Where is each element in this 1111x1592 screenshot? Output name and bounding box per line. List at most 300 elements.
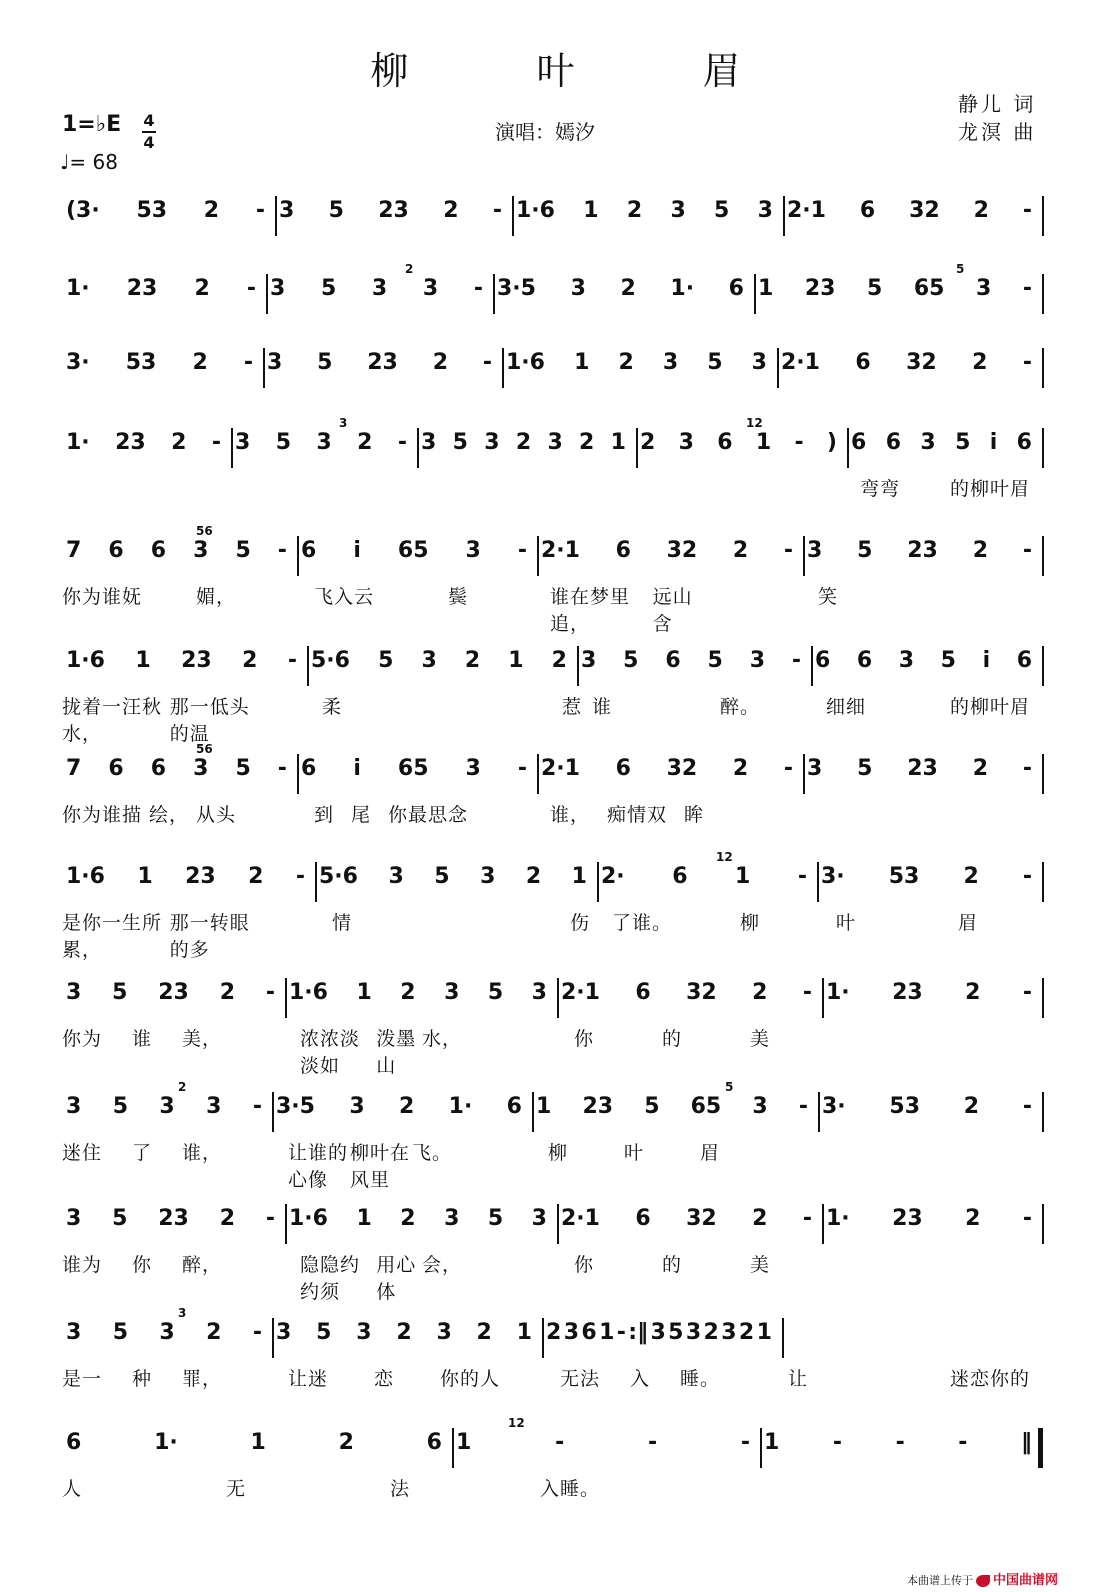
note-token: 6 [150, 538, 167, 563]
note-token: - [517, 756, 527, 781]
measure [301, 538, 527, 563]
lyric-word: 你为谁描 [62, 804, 143, 826]
note-token: 65 [397, 538, 429, 563]
note-token: 2 [400, 980, 416, 1005]
note-token: 2 [396, 1320, 412, 1345]
note-token: 6 [1016, 430, 1032, 455]
note-token: 2 [626, 198, 643, 223]
note-token: - [783, 756, 793, 781]
note-token: 2 [620, 276, 636, 301]
note-token: 5 [452, 430, 468, 455]
footer-text: 本曲谱上传于 [907, 1574, 973, 1587]
barline [285, 978, 287, 1018]
lyric-word: 无法 [560, 1368, 601, 1390]
lyric-line [62, 1364, 222, 1391]
lyric-word: 入 [629, 1368, 650, 1390]
barline [1042, 536, 1044, 576]
measure [536, 1094, 808, 1119]
note-token: - [1022, 276, 1032, 301]
measure [822, 1094, 1032, 1119]
note-token: 2 [965, 980, 981, 1005]
measure [66, 980, 275, 1005]
note-token: 5 [867, 276, 883, 301]
measure [821, 864, 1032, 889]
note-token: - [265, 1206, 275, 1231]
note-token: 6 [108, 756, 124, 781]
note-token: 1·6 [66, 864, 105, 889]
note-token: - [482, 350, 492, 375]
lyric-word: 眉 [957, 912, 978, 934]
lyric-word: 你的人 [439, 1368, 500, 1390]
note-token: 6 [615, 538, 631, 563]
note-token: - [397, 430, 407, 455]
lyric-word: 你为谁妩 [62, 586, 143, 608]
note-token: 1 [758, 276, 774, 301]
note-token: 6 [672, 864, 688, 889]
note-token: 23 [367, 350, 398, 375]
note-token: 1· [66, 430, 90, 455]
note-token: - [802, 980, 812, 1005]
measure [516, 198, 773, 223]
barline [452, 1428, 454, 1468]
note-token: 5 [275, 430, 292, 455]
note-token: 3 [66, 980, 82, 1005]
note-token: - [1022, 864, 1032, 889]
note-token: - [277, 756, 287, 781]
note-token: 3 [920, 430, 936, 455]
note-token: 3 [581, 648, 597, 673]
note-token: - [832, 1430, 843, 1455]
note-token: - [1022, 350, 1032, 375]
note-token: 2 [203, 198, 220, 223]
note-token: 3 [757, 198, 773, 223]
note-token: 3 [678, 430, 694, 455]
grace-note: 3 [339, 416, 348, 430]
note-token: - [492, 198, 502, 223]
note-token: 2 [400, 1206, 416, 1231]
note-token: 32 [686, 1206, 717, 1231]
lyric-line [314, 800, 468, 827]
lyric-line [62, 692, 262, 746]
note-token: 5 [112, 980, 128, 1005]
note-token: i [353, 756, 361, 781]
note-token: 1 [508, 648, 524, 673]
barline [297, 536, 299, 576]
note-token: 2 [640, 430, 656, 455]
note-token: - [895, 1430, 905, 1455]
lyric-line [288, 1364, 500, 1391]
barline [263, 348, 265, 388]
lyric-line [62, 582, 236, 609]
note-token: 6 [66, 1430, 82, 1455]
note-token: 1·6 [66, 648, 105, 673]
lyric-word: 隐隐约约须 [300, 1254, 361, 1303]
lyric-word: 柳叶在风里 [349, 1142, 410, 1191]
note-token: 2 [618, 350, 634, 375]
note-token: 5 [487, 980, 504, 1005]
note-token: 53 [888, 864, 920, 889]
note-token: 2·1 [787, 198, 826, 223]
measure [546, 1320, 772, 1345]
note-token: 6 [581, 1320, 597, 1345]
notation-line [0, 430, 1111, 476]
score-line [0, 742, 1111, 856]
note-token: 6 [856, 648, 873, 673]
lyric-word: 柳 [739, 912, 760, 934]
note-token: 2 [965, 1206, 981, 1231]
note-token: 6 [635, 1206, 651, 1231]
footer-credit [907, 1569, 1058, 1588]
note-token: - [295, 864, 305, 889]
lyric-line [550, 582, 704, 636]
time-sig-top: 4 [143, 111, 155, 130]
note-token: - [246, 276, 256, 301]
lyric-word: 法 [389, 1478, 410, 1500]
note-token: 6 [717, 430, 733, 455]
measure [815, 648, 1032, 673]
lyric-line [62, 800, 236, 827]
note-token: 6 [855, 350, 871, 375]
lyric-word: 美 [749, 1254, 770, 1276]
measure [826, 1206, 1032, 1231]
barline [1042, 862, 1044, 902]
note-token: 2 [194, 276, 210, 301]
note-token: 2· [601, 864, 625, 889]
note-token: 1 [516, 1320, 532, 1345]
lyric-word: 远山含 [652, 586, 693, 635]
barline [1042, 1092, 1044, 1132]
grace-note: 2 [178, 1080, 187, 1094]
note-token: 23 [804, 276, 836, 301]
note-token: 6 [815, 648, 831, 673]
note-token: 3 [356, 1320, 372, 1345]
note-token: 3 [685, 1320, 702, 1345]
note-token: 3 [749, 648, 765, 673]
note-token: 2 [476, 1320, 492, 1345]
note-token: - [1022, 1094, 1032, 1119]
barline [1042, 978, 1044, 1018]
note-token: 3 [421, 430, 437, 455]
note-token: 23 [907, 538, 938, 563]
note-token: 3 [531, 980, 547, 1005]
note-token: i [982, 648, 991, 673]
lyric-word: 谁 [592, 696, 613, 718]
note-token: 5 [235, 756, 251, 781]
note-token: 3 [807, 756, 823, 781]
note-token: 23 [892, 1206, 923, 1231]
grace-note: 3 [178, 1306, 187, 1320]
note-token: 1·6 [289, 1206, 328, 1231]
note-token: 5 [857, 538, 873, 563]
note-token: 5 [112, 1094, 129, 1119]
measure [581, 648, 801, 673]
lyric-word: 让谁的心像 [288, 1142, 349, 1191]
note-token: - [802, 1206, 812, 1231]
lyric-word: 你 [574, 1254, 595, 1276]
note-token: 7 [66, 538, 82, 563]
note-token: ) [826, 430, 837, 455]
note-token: ‖ [1020, 1430, 1032, 1455]
note-token: 3·5 [276, 1094, 315, 1119]
note-token: 5 [707, 350, 723, 375]
note-token: 2 [973, 198, 989, 223]
note-token: 5 [623, 648, 639, 673]
note-token: 6 [108, 538, 124, 563]
note-token: 3 [422, 276, 439, 301]
measure [66, 538, 287, 563]
lyric-line [62, 1138, 222, 1165]
note-token: 3 [484, 430, 500, 455]
notation-line [0, 538, 1111, 584]
barline [542, 1318, 544, 1358]
barline [822, 978, 824, 1018]
note-token: 1 [137, 864, 153, 889]
final-barline [1038, 1428, 1043, 1468]
note-token: 3 [388, 864, 404, 889]
note-token: 1·6 [516, 198, 555, 223]
note-token: 3 [66, 1094, 82, 1119]
note-token: 2·1 [541, 538, 580, 563]
note-token: 3 [316, 430, 332, 455]
barline [783, 196, 785, 236]
barline [231, 428, 233, 468]
lyric-word: 飞。 [411, 1142, 452, 1164]
note-token: 6 [859, 198, 876, 223]
measure [66, 1206, 275, 1231]
lyric-word: 尾 [350, 804, 371, 826]
barline [782, 1318, 784, 1358]
note-token: 23 [185, 864, 216, 889]
score-line [0, 524, 1111, 638]
lyric-word: 绘， [148, 804, 189, 826]
notation-line [0, 756, 1111, 802]
page-title: 柳 叶 眉 [370, 49, 799, 93]
note-token: 5 [955, 430, 971, 455]
lyric-word: 了谁。 [612, 912, 673, 934]
note-token: 3 [276, 1320, 292, 1345]
lyric-line [574, 1024, 770, 1051]
note-token: 1 [764, 1430, 780, 1455]
lyric-word: 惹 [561, 696, 582, 718]
note-token: 2 [398, 1094, 415, 1119]
lyric-word: 美， [181, 1028, 222, 1050]
note-token: 6 [851, 430, 867, 455]
measure [270, 276, 483, 301]
note-token: 32 [666, 756, 698, 781]
barline [817, 862, 819, 902]
note-token: 2·1 [781, 350, 820, 375]
measure [506, 350, 767, 375]
notation-line [0, 276, 1111, 322]
note-token: 3 [465, 756, 481, 781]
note-token: 3· [821, 864, 845, 889]
lyric-line [540, 1474, 601, 1501]
note-token: 3 [898, 648, 915, 673]
note-token: 2 [963, 1094, 980, 1119]
barline [1042, 646, 1044, 686]
score-line [0, 1416, 1111, 1530]
note-token: 23 [181, 648, 212, 673]
barline [285, 1204, 287, 1244]
lyric-line [300, 1024, 462, 1078]
note-token: 3· [822, 1094, 846, 1119]
note-token: 2 [551, 648, 567, 673]
lyric-line [62, 908, 262, 962]
note-token: 32 [906, 350, 937, 375]
note-token: 2·1 [561, 1206, 600, 1231]
score-line [0, 1080, 1111, 1194]
note-token: 1· [826, 1206, 850, 1231]
lyric-word: 浓浓淡淡如 [300, 1028, 361, 1077]
lyric-line [788, 1364, 1030, 1391]
barline [512, 196, 514, 236]
notation-line [0, 1430, 1111, 1476]
note-token: 2 [703, 1320, 719, 1345]
lyric-word: 那一转眼的多 [169, 912, 250, 961]
lyric-word: 的柳叶眉 [949, 696, 1030, 718]
score-line [0, 850, 1111, 964]
notation-line [0, 1094, 1111, 1140]
measure [541, 756, 793, 781]
note-token: 3 [267, 350, 283, 375]
measure [66, 1320, 262, 1345]
lyric-word: 睡。 [679, 1368, 720, 1390]
note-token: 6 [728, 276, 744, 301]
note-token: (3· [66, 198, 100, 223]
note-token: 3 [807, 538, 823, 563]
note-token: 2 [357, 430, 373, 455]
barline [1042, 754, 1044, 794]
measure [66, 276, 256, 301]
lyric-line [612, 908, 760, 935]
lyric-word: 谁 [131, 1028, 152, 1050]
note-token: 5 [857, 756, 873, 781]
note-token: - [791, 648, 801, 673]
note-token: 1·6 [506, 350, 545, 375]
measure [787, 198, 1032, 223]
note-token: 1· [826, 980, 850, 1005]
note-token: - [252, 1320, 262, 1345]
measure [561, 1206, 812, 1231]
barline [822, 1204, 824, 1244]
note-token: 1· [154, 1430, 178, 1455]
note-token: 1 [536, 1094, 552, 1119]
lyric-line [314, 582, 468, 609]
composer-credit: 龙溟 曲 [958, 120, 1037, 144]
key-signature: 1=♭E [62, 112, 122, 137]
notation-line [0, 980, 1111, 1026]
note-token: 3 [670, 198, 686, 223]
note-token: 3 [66, 1206, 82, 1231]
note-token: 2 [525, 864, 542, 889]
note-token: - [252, 1094, 262, 1119]
barline [847, 428, 849, 468]
measure [235, 430, 407, 455]
notation-line [0, 864, 1111, 910]
note-token: 2 [242, 648, 258, 673]
note-token: 2 [171, 430, 187, 455]
barline [417, 428, 419, 468]
note-token: 6 [615, 756, 631, 781]
note-token: 3 [206, 1094, 222, 1119]
note-token: 3 [444, 980, 460, 1005]
measure [276, 1094, 522, 1119]
note-token: - [616, 1320, 626, 1345]
measure [66, 198, 265, 223]
barline [1042, 274, 1044, 314]
lyric-word: 到 [314, 804, 335, 826]
note-token: 53 [136, 198, 168, 223]
lyric-word: 伤 [569, 912, 590, 934]
lyric-word: 迷住 [62, 1142, 103, 1164]
note-token: 1 [571, 864, 587, 889]
note-token: 5 [316, 1320, 332, 1345]
lyric-word: 谁在梦里追， [550, 586, 631, 635]
note-token: 1 [356, 1206, 372, 1231]
score-line [0, 980, 1111, 1080]
lyric-word: 柔 [322, 696, 343, 718]
note-token: 3 [531, 1206, 547, 1231]
barline [760, 1428, 762, 1468]
lyric-word: 谁为 [62, 1254, 103, 1276]
lyric-word: 恋 [373, 1368, 394, 1390]
note-token: 3 [570, 276, 586, 301]
note-token: 3 [547, 430, 563, 455]
note-token: 3 [444, 1206, 460, 1231]
barline [803, 536, 805, 576]
lyric-line [574, 1250, 770, 1277]
lyric-word: 拢着一汪秋水， [62, 696, 163, 745]
note-token: 5 [668, 1320, 684, 1345]
note-token: 3 [235, 430, 251, 455]
measure [289, 1206, 547, 1231]
lyric-word: 睡。 [560, 1478, 601, 1500]
measure [541, 538, 793, 563]
measure [764, 1430, 1032, 1455]
note-token: 5 [940, 648, 956, 673]
site-logo-icon [976, 1575, 990, 1587]
barline [597, 862, 599, 902]
note-token: 5 [714, 198, 730, 223]
barline [537, 754, 539, 794]
note-token: 1· [670, 276, 695, 301]
lyric-word: 的 [661, 1028, 682, 1050]
note-token: 5 [487, 1206, 504, 1231]
measure [66, 350, 253, 375]
note-token: 1 [456, 1430, 472, 1455]
note-token: 2·1 [561, 980, 600, 1005]
note-token: 3 [662, 350, 679, 375]
note-token: 5 [378, 648, 394, 673]
lyric-line [332, 908, 590, 935]
grace-note: 56 [196, 524, 213, 538]
note-token: 5 [707, 648, 723, 673]
note-token: 2 [464, 648, 481, 673]
barline [272, 1318, 274, 1358]
lyric-line [818, 582, 978, 609]
lyric-line [62, 1250, 222, 1277]
lyric-word: 的柳叶眉 [949, 478, 1030, 500]
barline [493, 274, 495, 314]
lyric-line [288, 1138, 452, 1192]
measure [319, 864, 587, 889]
note-token: :‖ [628, 1320, 649, 1345]
note-token: 3 [66, 1320, 82, 1345]
note-token: 2 [752, 980, 768, 1005]
note-token: - [958, 1430, 968, 1455]
note-token: - [794, 430, 804, 455]
barline [818, 1092, 820, 1132]
